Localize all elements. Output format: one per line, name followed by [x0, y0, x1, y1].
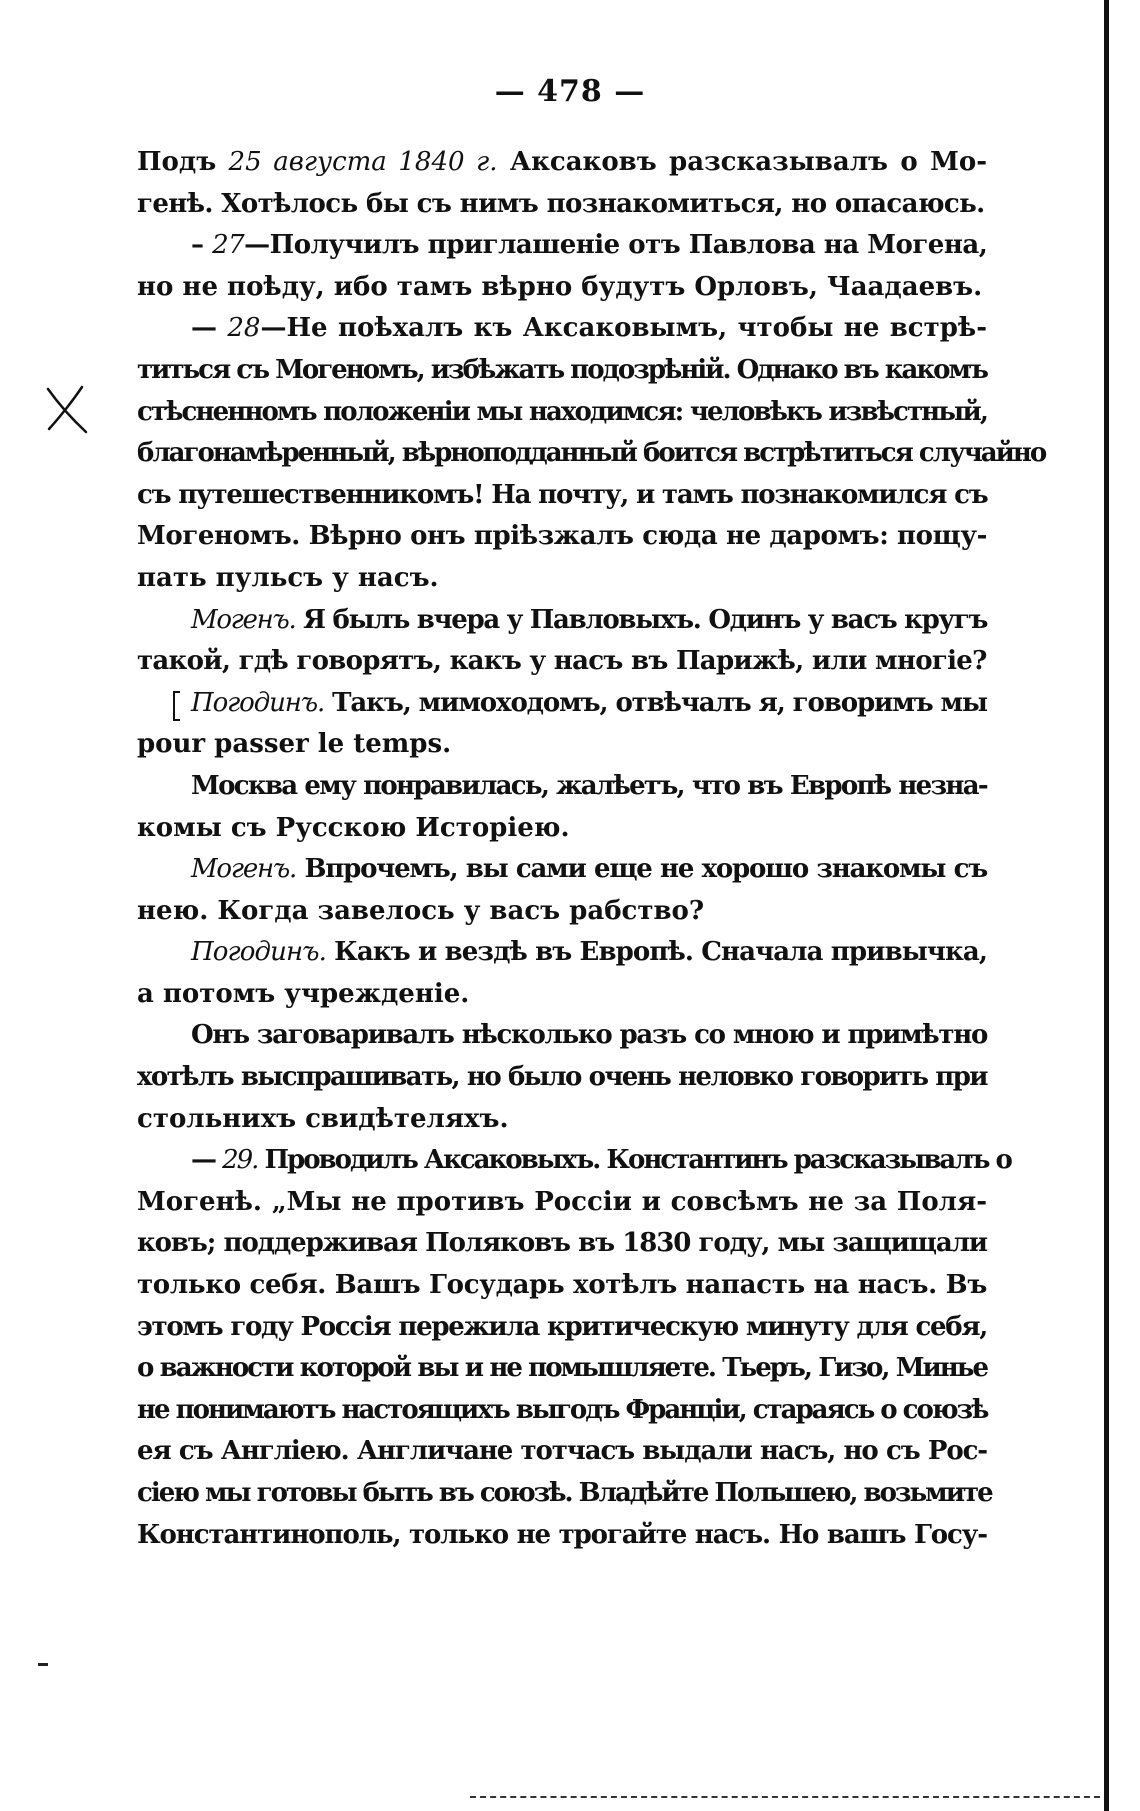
text-segment: о важности которой вы и не помышляете. Тьеръ, Гизо, Минье: [137, 1353, 987, 1384]
text-segment: генѣ. Хотѣлось бы съ нимъ познакомиться, но опасаюсь.: [137, 188, 985, 219]
text-segment: только себя. Вашъ Государь хотѣлъ напасть на насъ. Въ: [137, 1270, 987, 1301]
page-number: — 478 —: [494, 74, 646, 109]
italic-text-segment: Могенъ.: [191, 604, 296, 635]
text-segment: ковъ; поддерживая Поляковъ въ 1830 году, мы защищали: [137, 1228, 987, 1259]
text-segment: —: [191, 313, 228, 344]
text-segment: Константинополь, только не трогайте насъ. Но вашъ Госу-: [137, 1519, 987, 1550]
text-segment: Онъ заговаривалъ нѣсколько разъ со мною и примѣтно: [191, 1020, 987, 1051]
text-line: [137, 1515, 987, 1557]
text-segment: —: [191, 1145, 223, 1176]
text-segment: Впрочемъ, вы сами еще не хорошо знакомы съ: [296, 854, 987, 885]
body-text: [137, 142, 1046, 1556]
italic-text-segment: 29.: [222, 1145, 258, 1176]
text-line: [137, 1140, 1011, 1182]
text-line: [137, 433, 1046, 475]
text-segment: благонамѣренный, вѣрноподданный боится встрѣтиться случайно: [137, 438, 1046, 469]
text-segment: Москва ему понравилась, жалѣетъ, что въ Европѣ незна-: [191, 770, 987, 801]
text-line: [137, 849, 987, 891]
text-segment: –: [191, 230, 213, 261]
text-line: [137, 1473, 992, 1515]
text-line: [137, 766, 987, 808]
text-line: [137, 641, 987, 683]
text-line: [137, 1390, 987, 1432]
text-line: [137, 724, 987, 766]
text-line: [137, 225, 987, 267]
text-line: [137, 1307, 987, 1349]
text-segment: пать пульсъ у насъ.: [137, 562, 439, 593]
text-line: [137, 392, 987, 434]
text-line: [137, 1223, 987, 1265]
text-segment: хотѣлъ выспрашивать, но было очень неловко говорить при: [137, 1062, 987, 1093]
margin-tick-mark: [38, 1663, 48, 1666]
text-line: [137, 1348, 987, 1390]
italic-text-segment: Могенъ.: [191, 854, 297, 885]
text-segment: съ путешественникомъ! На почту, и тамъ познакомился съ: [137, 479, 988, 510]
text-line: [137, 1057, 987, 1099]
italic-text-segment: 25 августа 1840 г.: [228, 147, 498, 177]
text-segment: титься съ Могеномъ, избѣжать подозрѣній. Однако въ какомъ: [137, 354, 987, 385]
text-line: [137, 142, 987, 184]
text-line: [137, 808, 987, 850]
text-segment: такой, гдѣ говорятъ, какъ у насъ въ Парижѣ, или многіе?: [137, 646, 987, 677]
text-segment: не понимаютъ настоящихъ выгодъ Франціи, стараясь о союзѣ: [137, 1394, 988, 1425]
text-line: [137, 1015, 987, 1057]
text-line: [137, 1265, 987, 1307]
text-line: [137, 1431, 987, 1473]
italic-text-segment: Погодинъ.: [191, 937, 326, 968]
italic-text-segment: 27: [212, 230, 245, 261]
text-segment: а потомъ учрежденіе.: [137, 978, 470, 1009]
text-segment: Аксаковъ разсказывалъ о Мо-: [497, 147, 987, 177]
text-segment: комы съ Русскою Исторіею.: [137, 812, 570, 843]
text-line: [137, 891, 987, 933]
text-line: [137, 350, 987, 392]
handwritten-x-mark: [44, 385, 90, 435]
text-line: [137, 516, 987, 558]
text-line: [137, 184, 987, 226]
text-segment: —Не поѣхалъ къ Аксаковымъ, чтобы не встрѣ-: [260, 313, 987, 344]
text-segment: нею. Когда завелось у васъ рабство?: [137, 895, 705, 926]
text-segment: Могеномъ. Вѣрно онъ пріѣзжалъ сюда не даромъ: пощу-: [137, 521, 987, 552]
text-segment: pour passer le temps.: [137, 729, 452, 760]
text-line: [137, 600, 987, 642]
italic-text-segment: Погодинъ.: [191, 687, 325, 718]
text-line: [137, 1099, 987, 1141]
text-segment: Проводилъ Аксаковыхъ. Константинъ разсказывалъ о: [257, 1145, 1011, 1176]
text-segment: —Получилъ приглашеніе отъ Павлова на Могена,: [244, 230, 988, 261]
text-line: [137, 1182, 987, 1224]
text-line: [137, 974, 987, 1016]
text-segment: Подъ: [137, 147, 229, 177]
text-segment: стѣсненномъ положеніи мы находимся: человѣкъ извѣстный,: [137, 396, 987, 427]
text-segment: этомъ году Россія пережила критическую минуту для себя,: [137, 1311, 987, 1342]
text-line: [137, 475, 987, 517]
text-segment: но не поѣду, ибо тамъ вѣрно будутъ Орловъ, Чаадаевъ.: [137, 271, 983, 302]
italic-text-segment: 28: [227, 313, 261, 344]
text-segment: сіею мы готовы быть въ союзѣ. Владѣйте Польшею, возьмите: [137, 1478, 992, 1508]
text-line: [137, 558, 987, 600]
text-segment: стольнихъ свидѣтеляхъ.: [137, 1103, 509, 1134]
text-line: [137, 267, 987, 309]
text-line: [137, 683, 987, 725]
text-segment: Я былъ вчера у Павловыхъ. Одинъ у васъ кругъ: [295, 604, 988, 635]
text-segment: Могенѣ. „Мы не противъ Россіи и совсѣмъ не за Поля-: [137, 1186, 987, 1217]
text-line: [137, 932, 987, 974]
bottom-dashed-rule: [470, 1796, 1100, 1800]
text-segment: Какъ и вездѣ въ Европѣ. Сначала привычка,: [325, 937, 987, 968]
text-segment: Такъ, мимоходомъ, отвѣчалъ я, говоримъ мы: [324, 687, 987, 718]
text-segment: ея съ Англіею. Англичане тотчасъ выдали насъ, но съ Рос-: [137, 1436, 987, 1467]
text-line: [137, 308, 987, 350]
page-edge-shadow: [1104, 0, 1109, 1811]
